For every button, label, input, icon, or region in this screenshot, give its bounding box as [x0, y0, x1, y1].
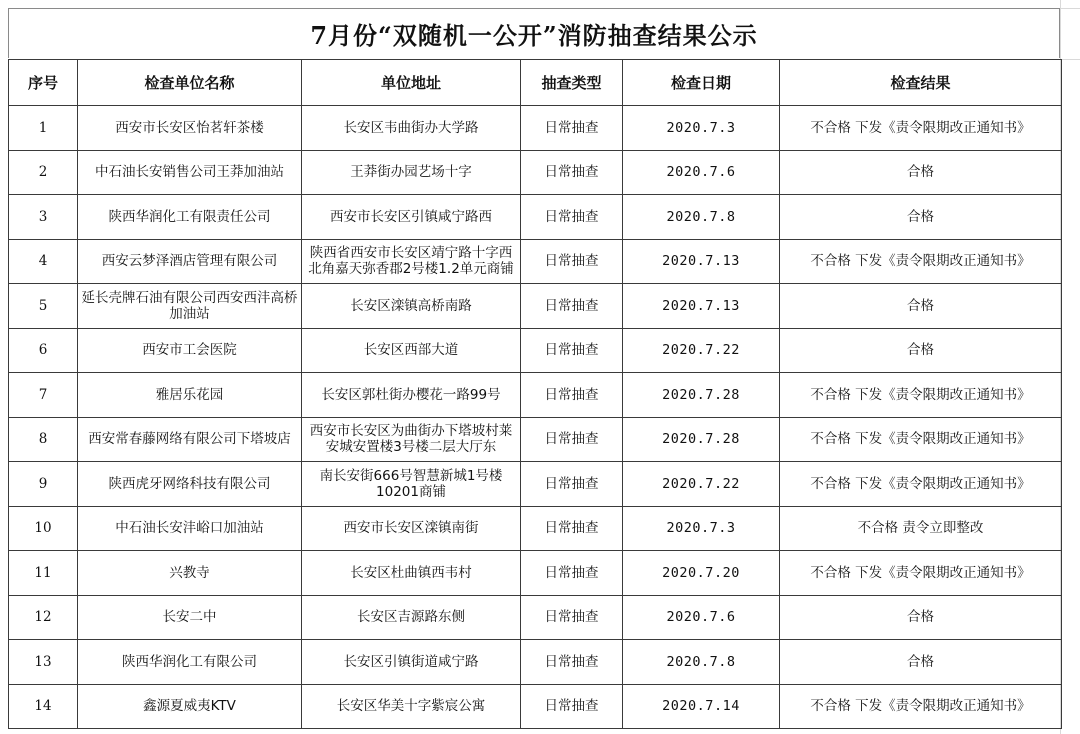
cell-unit-name-text: 中石油长安销售公司王莽加油站: [95, 164, 284, 181]
cell-seq-text: 1: [38, 119, 48, 136]
cell-unit-name: [78, 195, 302, 240]
cell-inspection-date-text: 2020.7.6: [666, 164, 736, 181]
cell-seq-text: 9: [38, 475, 48, 492]
cell-address-text: 西安市长安区为曲街办下塔坡村莱安城安置楼3号楼二层大厅东: [309, 423, 513, 456]
cell-result: [780, 640, 1062, 685]
cell-inspection-type: [521, 106, 623, 151]
cell-address-text: 王莽街办园艺场十字: [350, 164, 472, 181]
cell-result: [780, 551, 1062, 596]
cell-unit-name: [78, 284, 302, 329]
cell-seq: [9, 684, 78, 729]
cell-inspection-type: [521, 239, 623, 284]
cell-seq-text: 14: [34, 698, 52, 715]
cell-unit-name: [78, 551, 302, 596]
table-row: [9, 106, 1062, 151]
cell-inspection-type: [521, 284, 623, 329]
cell-inspection-type-text: 日常抽查: [544, 253, 599, 270]
cell-result-text: 不合格 下发《责令限期改正通知书》: [810, 119, 1031, 136]
cell-inspection-date-text: 2020.7.3: [666, 520, 736, 537]
cell-address: [302, 373, 521, 418]
header-unit-name: 检查单位名称: [78, 60, 302, 106]
cell-inspection-type: [521, 595, 623, 640]
cell-result-text: 不合格 下发《责令限期改正通知书》: [810, 564, 1031, 581]
cell-inspection-type-text: 日常抽查: [544, 653, 599, 670]
cell-seq-text: 6: [38, 342, 48, 359]
header-inspection-date: 检查日期: [623, 60, 780, 106]
cell-unit-name: [78, 417, 302, 462]
cell-result-text: 不合格 下发《责令限期改正通知书》: [810, 253, 1031, 270]
cell-result-text: 不合格 责令立即整改: [857, 520, 984, 537]
cell-inspection-date: [623, 640, 780, 685]
cell-address: [302, 417, 521, 462]
cell-result: [780, 595, 1062, 640]
table-row: [9, 284, 1062, 329]
cell-inspection-type-text: 日常抽查: [544, 119, 599, 136]
cell-address: [302, 284, 521, 329]
cell-unit-name: [78, 462, 302, 507]
cell-result: [780, 284, 1062, 329]
cell-result-text: 合格: [907, 653, 934, 670]
cell-unit-name: [78, 684, 302, 729]
table-row: [9, 195, 1062, 240]
cell-seq-text: 5: [38, 297, 48, 314]
cell-unit-name-text: 西安云梦泽酒店管理有限公司: [101, 253, 278, 270]
cell-inspection-date: [623, 595, 780, 640]
cell-result-text: 不合格 下发《责令限期改正通知书》: [810, 431, 1031, 448]
cell-address-text: 长安区吉源路东侧: [357, 609, 465, 626]
page-title: 7月份“双随机一公开”消防抽查结果公示: [8, 8, 1060, 58]
cell-result: [780, 417, 1062, 462]
cell-inspection-type: [521, 640, 623, 685]
cell-seq: [9, 106, 78, 151]
cell-seq: [9, 239, 78, 284]
table-header-row: [9, 60, 1062, 106]
cell-result: [780, 462, 1062, 507]
cell-inspection-date: [623, 150, 780, 195]
cell-seq-text: 3: [38, 208, 48, 225]
cell-inspection-type: [521, 417, 623, 462]
cell-seq-text: 10: [34, 520, 52, 537]
table-row: [9, 595, 1062, 640]
cell-inspection-date-text: 2020.7.13: [662, 253, 740, 270]
cell-unit-name: [78, 328, 302, 373]
cell-seq: [9, 284, 78, 329]
cell-inspection-date: [623, 328, 780, 373]
cell-unit-name-text: 雅居乐花园: [155, 386, 224, 403]
cell-seq-text: 7: [38, 386, 48, 403]
header-inspection-type: 抽查类型: [521, 60, 623, 106]
cell-inspection-date-text: 2020.7.28: [662, 386, 740, 403]
cell-inspection-date-text: 2020.7.8: [666, 653, 736, 670]
cell-result-text: 不合格 下发《责令限期改正通知书》: [810, 386, 1031, 403]
cell-result-text: 合格: [907, 208, 934, 225]
cell-address: [302, 684, 521, 729]
cell-inspection-type: [521, 551, 623, 596]
cell-inspection-date-text: 2020.7.8: [666, 208, 736, 225]
cell-inspection-date: [623, 684, 780, 729]
cell-result: [780, 506, 1062, 551]
cell-result: [780, 150, 1062, 195]
cell-inspection-date: [623, 195, 780, 240]
cell-inspection-type-text: 日常抽查: [544, 386, 599, 403]
cell-inspection-date: [623, 239, 780, 284]
table-row: [9, 684, 1062, 729]
cell-inspection-type-text: 日常抽查: [544, 698, 599, 715]
cell-unit-name-text: 陕西华润化工有限公司: [122, 653, 257, 670]
cell-seq: [9, 640, 78, 685]
cell-result-text: 合格: [907, 164, 934, 181]
cell-seq: [9, 506, 78, 551]
cell-seq: [9, 373, 78, 418]
cell-inspection-type: [521, 328, 623, 373]
cell-seq-text: 4: [38, 253, 48, 270]
cell-address: [302, 328, 521, 373]
cell-result-text: 合格: [907, 297, 934, 314]
table-row: [9, 417, 1062, 462]
cell-inspection-type-text: 日常抽查: [544, 609, 599, 626]
cell-address: [302, 150, 521, 195]
cell-unit-name: [78, 106, 302, 151]
cell-result-text: 不合格 下发《责令限期改正通知书》: [810, 698, 1031, 715]
cell-seq-text: 11: [34, 564, 52, 581]
cell-address-text: 长安区郭杜街办樱花一路99号: [321, 386, 501, 403]
cell-result-text: 合格: [907, 342, 934, 359]
cell-inspection-type: [521, 462, 623, 507]
cell-address: [302, 551, 521, 596]
cell-unit-name-text: 兴教寺: [169, 564, 210, 581]
sheet-gridline: [1060, 8, 1080, 9]
cell-unit-name-text: 长安二中: [162, 609, 217, 626]
inspection-results-table: [8, 59, 1062, 729]
cell-address-text: 长安区滦镇高桥南路: [350, 297, 472, 314]
cell-unit-name-text: 鑫源夏威夷KTV: [143, 698, 236, 715]
cell-inspection-type-text: 日常抽查: [544, 164, 599, 181]
cell-inspection-date-text: 2020.7.22: [662, 342, 740, 359]
cell-address-text: 长安区杜曲镇西韦村: [350, 564, 472, 581]
sheet-gridline: [1060, 59, 1080, 60]
cell-result: [780, 328, 1062, 373]
cell-seq: [9, 551, 78, 596]
cell-seq: [9, 150, 78, 195]
cell-unit-name-text: 西安市工会医院: [142, 342, 237, 359]
cell-inspection-date-text: 2020.7.3: [666, 119, 736, 136]
cell-inspection-date: [623, 284, 780, 329]
cell-inspection-date-text: 2020.7.14: [662, 698, 740, 715]
cell-seq: [9, 328, 78, 373]
cell-unit-name-text: 陕西华润化工有限责任公司: [108, 208, 271, 225]
cell-unit-name-text: 延长壳牌石油有限公司西安西沣高桥加油站: [81, 289, 298, 322]
cell-result: [780, 373, 1062, 418]
table-row: [9, 239, 1062, 284]
cell-inspection-type: [521, 684, 623, 729]
cell-unit-name: [78, 239, 302, 284]
cell-result-text: 合格: [907, 609, 934, 626]
cell-result: [780, 684, 1062, 729]
cell-inspection-type-text: 日常抽查: [544, 564, 599, 581]
cell-address: [302, 239, 521, 284]
cell-unit-name-text: 西安市长安区怡茗轩茶楼: [115, 119, 264, 136]
cell-address: [302, 106, 521, 151]
cell-address: [302, 195, 521, 240]
cell-inspection-date-text: 2020.7.28: [662, 431, 740, 448]
cell-inspection-type-text: 日常抽查: [544, 297, 599, 314]
cell-inspection-date-text: 2020.7.22: [662, 475, 740, 492]
cell-inspection-date: [623, 373, 780, 418]
table-row: [9, 506, 1062, 551]
table-row: [9, 640, 1062, 685]
cell-inspection-date: [623, 506, 780, 551]
cell-unit-name-text: 陕西虎牙网络科技有限公司: [108, 475, 271, 492]
header-seq: 序号: [9, 60, 78, 106]
header-address: 单位地址: [302, 60, 521, 106]
table-row: [9, 328, 1062, 373]
cell-inspection-date-text: 2020.7.20: [662, 564, 740, 581]
cell-address: [302, 640, 521, 685]
cell-address: [302, 462, 521, 507]
cell-seq: [9, 417, 78, 462]
cell-address-text: 南长安街666号智慧新城1号楼10201商铺: [319, 467, 503, 500]
cell-inspection-type-text: 日常抽查: [544, 431, 599, 448]
cell-seq-text: 12: [34, 609, 52, 626]
cell-address-text: 西安市长安区滦镇南街: [343, 520, 479, 537]
cell-unit-name: [78, 373, 302, 418]
cell-address-text: 西安市长安区引镇咸宁路西: [330, 208, 492, 225]
cell-address: [302, 595, 521, 640]
cell-result-text: 不合格 下发《责令限期改正通知书》: [810, 475, 1031, 492]
cell-unit-name: [78, 640, 302, 685]
cell-seq: [9, 595, 78, 640]
cell-unit-name-text: 中石油长安沣峪口加油站: [115, 520, 264, 537]
cell-result: [780, 106, 1062, 151]
cell-inspection-type: [521, 373, 623, 418]
table-row: [9, 551, 1062, 596]
cell-inspection-date: [623, 462, 780, 507]
cell-unit-name-text: 西安常春藤网络有限公司下塔坡店: [88, 431, 291, 448]
cell-seq: [9, 195, 78, 240]
cell-address: [302, 506, 521, 551]
cell-inspection-type-text: 日常抽查: [544, 208, 599, 225]
cell-inspection-date-text: 2020.7.6: [666, 609, 736, 626]
cell-result: [780, 239, 1062, 284]
cell-inspection-date: [623, 106, 780, 151]
cell-inspection-type: [521, 195, 623, 240]
cell-address-text: 陕西省西安市长安区靖宁路十字西北角嘉天弥香郡2号楼1.2单元商铺: [308, 245, 514, 278]
cell-inspection-type: [521, 506, 623, 551]
table-row: [9, 150, 1062, 195]
header-result: 检查结果: [780, 60, 1062, 106]
cell-seq-text: 13: [34, 653, 52, 670]
cell-seq-text: 8: [38, 431, 48, 448]
cell-inspection-date: [623, 551, 780, 596]
cell-inspection-type-text: 日常抽查: [544, 342, 599, 359]
cell-inspection-date: [623, 417, 780, 462]
cell-unit-name: [78, 150, 302, 195]
cell-inspection-type: [521, 150, 623, 195]
cell-inspection-type-text: 日常抽查: [544, 520, 599, 537]
cell-result: [780, 195, 1062, 240]
cell-unit-name: [78, 595, 302, 640]
cell-address-text: 长安区华美十字紫宸公寓: [336, 698, 486, 715]
table-row: [9, 373, 1062, 418]
table-row: [9, 462, 1062, 507]
cell-address-text: 长安区引镇街道咸宁路: [343, 653, 479, 670]
cell-unit-name: [78, 506, 302, 551]
cell-address-text: 长安区韦曲街办大学路: [343, 119, 479, 136]
cell-inspection-type-text: 日常抽查: [544, 475, 599, 492]
cell-address-text: 长安区西部大道: [363, 342, 459, 359]
cell-seq: [9, 462, 78, 507]
cell-inspection-date-text: 2020.7.13: [662, 297, 740, 314]
cell-seq-text: 2: [38, 164, 48, 181]
